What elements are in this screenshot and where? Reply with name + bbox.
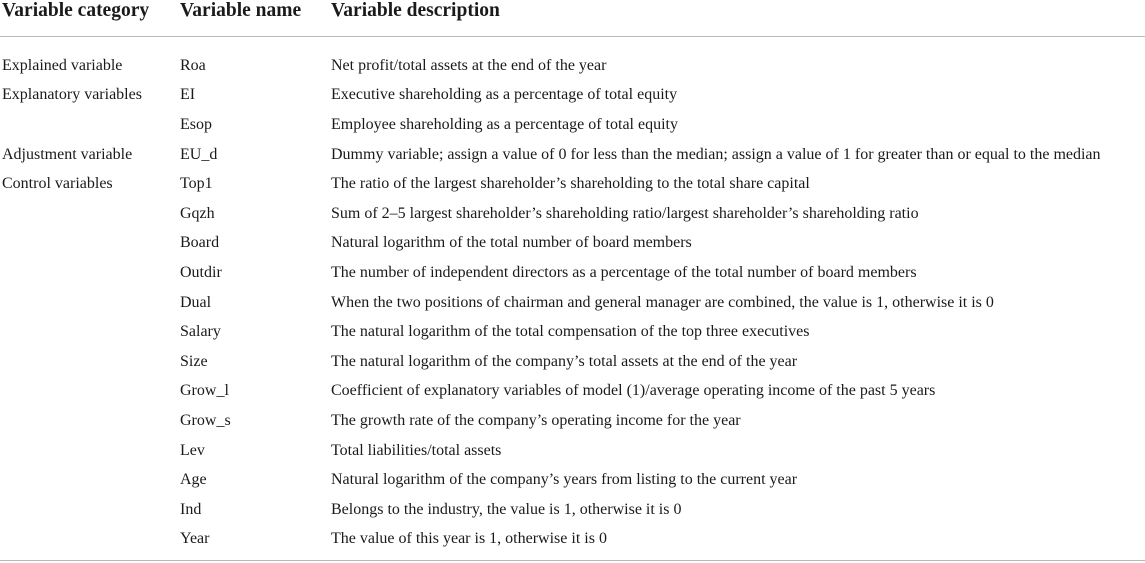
cell-category: Explanatory variables <box>2 86 142 104</box>
header-variable-description: Variable description <box>329 0 1145 37</box>
cell-name: Size <box>180 352 208 370</box>
cell-category <box>0 436 178 466</box>
header-row <box>0 0 1145 37</box>
cell-name: Gqzh <box>180 204 215 222</box>
table-row <box>0 81 1145 111</box>
header-variable-name: Variable name <box>178 0 329 37</box>
cell-description: Total liabilities/total assets <box>331 441 502 459</box>
cell-category <box>0 288 178 318</box>
cell-description: The natural logarithm of the total compensation of the top three executives <box>331 323 810 341</box>
cell-description: Sum of 2–5 largest shareholder’s shareholding ratio/largest shareholder’s shareholding ratio <box>331 204 919 222</box>
cell-description: When the two positions of chairman and general manager are combined, the value is 1, otherwise it is 0 <box>331 293 994 311</box>
cell-name: Salary <box>180 323 221 341</box>
table-row <box>0 436 1145 466</box>
table-row <box>0 525 1145 561</box>
cell-description: Natural logarithm of the total number of board members <box>331 234 692 252</box>
cell-description: The ratio of the largest shareholder’s shareholding to the total share capital <box>331 175 810 193</box>
table-row <box>0 199 1145 229</box>
cell-category <box>0 317 178 347</box>
cell-category <box>0 110 178 140</box>
cell-category <box>0 229 178 259</box>
table-row <box>0 347 1145 377</box>
cell-name: Board <box>180 234 220 252</box>
cell-description: The natural logarithm of the company’s total assets at the end of the year <box>331 352 798 370</box>
table-row <box>0 169 1145 199</box>
table-row <box>0 377 1145 407</box>
cell-name: EI <box>180 86 196 104</box>
cell-category <box>0 377 178 407</box>
table-row <box>0 140 1145 170</box>
table-row <box>0 258 1145 288</box>
cell-description: Dummy variable; assign a value of 0 for less than the median; assign a value of 1 for greater than or equal to the median <box>331 145 1101 163</box>
cell-name: Outdir <box>180 263 222 281</box>
cell-category <box>0 406 178 436</box>
table-row <box>0 317 1145 347</box>
cell-description: Belongs to the industry, the value is 1, otherwise it is 0 <box>331 500 682 518</box>
cell-name: Lev <box>180 441 205 459</box>
cell-description: Employee shareholding as a percentage of total equity <box>331 115 678 133</box>
table-row <box>0 406 1145 436</box>
cell-category <box>0 258 178 288</box>
cell-category <box>0 495 178 525</box>
cell-category: Explained variable <box>2 56 123 74</box>
cell-name: Grow_s <box>180 411 231 429</box>
cell-category: Control variables <box>2 175 113 193</box>
cell-category <box>0 525 178 561</box>
cell-name: Grow_l <box>180 382 229 400</box>
cell-category: Adjustment variable <box>2 145 133 163</box>
cell-name: Top1 <box>180 175 213 193</box>
cell-description: Coefficient of explanatory variables of model (1)/average operating income of the past 5 years <box>331 382 936 400</box>
cell-category <box>0 465 178 495</box>
table-body <box>0 37 1145 561</box>
cell-description: Net profit/total assets at the end of the year <box>331 56 607 74</box>
cell-name: Roa <box>180 56 206 74</box>
table-row <box>0 465 1145 495</box>
table-header <box>0 0 1145 37</box>
header-variable-category: Variable category <box>0 0 178 37</box>
table-row <box>0 288 1145 318</box>
cell-name: Esop <box>180 115 212 133</box>
cell-name: Year <box>178 525 329 561</box>
cell-name: EU_d <box>180 145 218 163</box>
cell-name: Dual <box>180 293 212 311</box>
cell-description: Natural logarithm of the company’s years from listing to the current year <box>331 471 798 489</box>
cell-name: Ind <box>180 500 202 518</box>
cell-description: The number of independent directors as a percentage of the total number of board members <box>331 263 917 281</box>
cell-category <box>0 199 178 229</box>
cell-description: The value of this year is 1, otherwise it is 0 <box>329 525 1145 561</box>
cell-category <box>0 347 178 377</box>
table-row <box>0 495 1145 525</box>
table-row <box>0 110 1145 140</box>
cell-description: Executive shareholding as a percentage of total equity <box>331 86 678 104</box>
table-row <box>0 37 1145 81</box>
table-row <box>0 229 1145 259</box>
cell-name: Age <box>180 471 207 489</box>
cell-description: The growth rate of the company’s operating income for the year <box>331 411 741 429</box>
